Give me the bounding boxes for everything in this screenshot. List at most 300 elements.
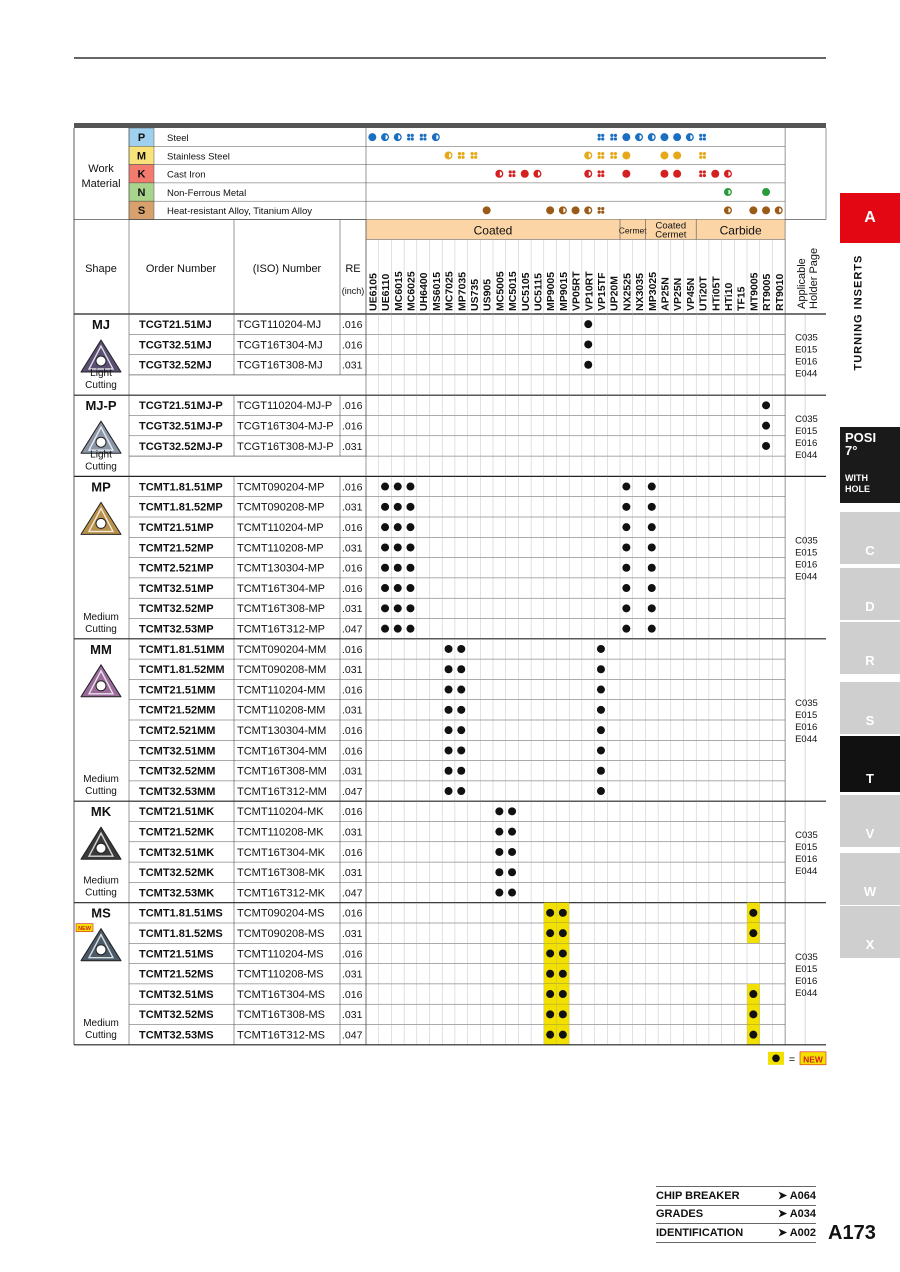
grade-symbol-cross bbox=[601, 170, 604, 173]
grade-symbol-half bbox=[724, 188, 732, 196]
grade-name: VP25N bbox=[672, 277, 685, 311]
iso-number: TCMT16T312-MS bbox=[237, 1029, 326, 1042]
availability-dot bbox=[406, 503, 414, 511]
grade-symbol-half bbox=[559, 206, 567, 214]
with-label: WITH bbox=[845, 473, 868, 483]
re-value: .016 bbox=[342, 522, 363, 534]
header-order-number: Order Number bbox=[145, 263, 217, 275]
header-re: RE bbox=[345, 263, 361, 275]
availability-dot-new bbox=[749, 909, 757, 917]
grade-symbol-cross bbox=[420, 134, 423, 137]
grade-name: MP3025 bbox=[646, 271, 659, 311]
grade-name: UC5115 bbox=[532, 273, 545, 311]
availability-dot bbox=[495, 868, 503, 876]
order-number: TCMT1.81.52MS bbox=[139, 928, 223, 940]
re-value: .047 bbox=[342, 623, 363, 636]
grade-group-coated: Coated bbox=[473, 223, 513, 238]
order-number: TCMT21.51MM bbox=[139, 684, 216, 697]
grade-symbol-full bbox=[749, 206, 757, 214]
nav-tab-r[interactable] bbox=[840, 622, 900, 674]
footer-link-grades[interactable] bbox=[656, 1205, 816, 1224]
re-value: .016 bbox=[342, 806, 363, 819]
re-value: .031 bbox=[342, 664, 363, 677]
shape-name: MK bbox=[90, 804, 112, 820]
grade-symbol-cross bbox=[610, 137, 613, 140]
grade-symbol-cross bbox=[512, 174, 515, 177]
holder-page: C035 bbox=[795, 535, 818, 547]
order-number: TCMT32.53MP bbox=[139, 623, 214, 636]
grade-symbol-cross bbox=[601, 211, 604, 214]
order-number: TCGT32.52MJ bbox=[139, 359, 212, 372]
availability-dot bbox=[394, 604, 402, 612]
re-value: .016 bbox=[342, 725, 363, 737]
grade-name: UP20M bbox=[608, 275, 621, 311]
availability-dot bbox=[597, 726, 605, 734]
grade-name: MP7035 bbox=[456, 271, 469, 311]
order-number: TCMT21.52MM bbox=[139, 704, 216, 717]
holder-page: E044 bbox=[795, 571, 818, 583]
grade-name: VP05RT bbox=[570, 271, 583, 311]
order-number: TCMT1.81.52MM bbox=[139, 664, 225, 677]
availability-dot-new bbox=[546, 990, 554, 998]
availability-dot bbox=[508, 889, 516, 897]
insert-icon-hole bbox=[96, 356, 106, 366]
cutting-label: Cutting bbox=[85, 623, 117, 635]
grade-symbol-cross bbox=[699, 170, 702, 173]
grade-symbol-cross bbox=[614, 134, 617, 137]
iso-number: TCMT110208-MK bbox=[237, 826, 324, 839]
grade-symbol-full bbox=[368, 133, 376, 141]
availability-dot bbox=[495, 889, 503, 897]
re-value: .047 bbox=[342, 1029, 363, 1042]
iso-number: TCMT110208-MM bbox=[237, 704, 326, 717]
availability-dot bbox=[495, 807, 503, 815]
order-number: TCMT32.53MK bbox=[139, 887, 215, 900]
grade-symbol-cross bbox=[703, 152, 706, 155]
re-value: .016 bbox=[342, 907, 363, 920]
grade-symbol-cross bbox=[474, 156, 477, 159]
nav-tab-label: C bbox=[865, 543, 875, 558]
holder-page: E016 bbox=[795, 437, 818, 449]
grade-symbol-cross bbox=[407, 137, 410, 140]
availability-dot bbox=[394, 523, 402, 531]
work-material-label: Work bbox=[88, 163, 114, 175]
holder-page: E044 bbox=[795, 449, 818, 461]
iso-number: TCMT16T308-MS bbox=[237, 1009, 326, 1022]
re-value: .016 bbox=[342, 481, 363, 494]
iso-number: TCMT110208-MS bbox=[237, 968, 324, 981]
new-badge-text: NEW bbox=[78, 926, 91, 933]
order-number: TCMT1.81.52MP bbox=[139, 501, 223, 514]
holder-page: E016 bbox=[795, 975, 818, 987]
availability-dot bbox=[381, 584, 389, 592]
grade-name: MC6015 bbox=[392, 271, 405, 311]
grade-name: UTi20T bbox=[697, 276, 710, 311]
holder-page: E044 bbox=[795, 734, 818, 745]
grade-symbol-cross bbox=[598, 137, 601, 140]
re-value: .016 bbox=[342, 319, 363, 331]
availability-dot bbox=[394, 543, 402, 551]
iso-number: TCMT16T308-MM bbox=[237, 765, 327, 778]
availability-dot bbox=[762, 422, 770, 430]
iso-number: TCMT16T308-MK bbox=[237, 867, 326, 880]
iso-number: TCMT090204-MM bbox=[237, 643, 327, 656]
grade-symbol-cross bbox=[703, 156, 706, 159]
grade-symbol-cross bbox=[461, 152, 464, 155]
availability-dot bbox=[622, 584, 630, 592]
order-number: TCMT32.51MS bbox=[139, 988, 214, 1001]
grade-name: VP10RT bbox=[583, 271, 596, 311]
availability-dot bbox=[457, 665, 465, 673]
grade-symbol-half bbox=[533, 170, 541, 178]
grade-symbol-cross bbox=[614, 152, 617, 155]
order-number: TCMT1.81.51MS bbox=[139, 907, 223, 920]
arrow-icon: ➤ bbox=[777, 1227, 790, 1239]
availability-dot bbox=[406, 543, 414, 551]
grade-group-cermet: Cermet bbox=[618, 225, 647, 236]
holder-page: E015 bbox=[795, 841, 818, 853]
grade-name: VP45N bbox=[684, 277, 697, 311]
re-value: .031 bbox=[342, 826, 363, 839]
page-number: A173 bbox=[828, 1222, 876, 1244]
nav-tab-s[interactable] bbox=[840, 682, 900, 734]
legend-equals: = bbox=[788, 1053, 796, 1066]
footer-link-label: IDENTIFICATION bbox=[656, 1227, 744, 1239]
grade-symbol-cross bbox=[598, 170, 601, 173]
re-value: .031 bbox=[342, 765, 363, 778]
re-value: .016 bbox=[342, 562, 363, 575]
grade-name: MC5005 bbox=[494, 271, 507, 311]
availability-dot-new bbox=[546, 949, 554, 957]
availability-dot-new bbox=[546, 929, 554, 937]
legend-new-text: NEW bbox=[803, 1054, 823, 1065]
grade-symbol-cross bbox=[699, 137, 702, 140]
grade-symbol-cross bbox=[407, 134, 410, 137]
order-number: TCMT32.53MM bbox=[139, 785, 216, 798]
availability-dot bbox=[622, 523, 630, 531]
nav-tab-x[interactable] bbox=[840, 906, 900, 958]
re-value: .031 bbox=[342, 603, 363, 616]
availability-dot bbox=[622, 625, 630, 633]
cutting-label: Medium bbox=[83, 611, 119, 623]
grade-name: MP9015 bbox=[557, 271, 570, 311]
re-value: .016 bbox=[342, 400, 363, 413]
holder-page: C035 bbox=[795, 698, 818, 709]
order-number: TCMT2.521MP bbox=[139, 562, 214, 575]
grade-name: VP15TF bbox=[595, 272, 608, 311]
availability-dot bbox=[406, 483, 414, 491]
grade-group-coated-cermet: Cermet bbox=[655, 229, 687, 241]
order-number: TCMT32.52MK bbox=[139, 867, 215, 880]
iso-number: TCMT130304-MP bbox=[237, 562, 325, 575]
holder-page: E016 bbox=[795, 722, 818, 733]
shape-name: MJ bbox=[91, 317, 111, 332]
grade-symbol-full bbox=[762, 206, 770, 214]
insert-icon-hole bbox=[96, 518, 106, 528]
grade-symbol-half bbox=[635, 133, 643, 141]
iso-number: TCMT16T312-MK bbox=[237, 887, 326, 900]
angle-label: 7° bbox=[845, 443, 858, 458]
availability-dot-new bbox=[749, 1010, 757, 1018]
availability-dot bbox=[381, 564, 389, 572]
holder-page: C035 bbox=[795, 951, 818, 963]
availability-dot bbox=[394, 564, 402, 572]
order-number: TCGT21.51MJ-P bbox=[139, 400, 223, 413]
holder-page: E015 bbox=[795, 425, 818, 437]
order-number: TCMT32.53MS bbox=[139, 1029, 214, 1042]
iso-number: TCMT090208-MM bbox=[237, 664, 327, 677]
order-number: TCMT32.52MM bbox=[139, 765, 216, 778]
order-number: TCMT32.52MS bbox=[139, 1009, 214, 1022]
iso-number: TCGT16T308-MJ-P bbox=[237, 440, 334, 453]
grade-symbol-half bbox=[495, 170, 503, 178]
insert-icon-hole bbox=[96, 681, 106, 691]
grade-symbol-cross bbox=[598, 207, 601, 210]
shape-name: MJ-P bbox=[85, 398, 117, 414]
grade-symbol-full bbox=[673, 133, 681, 141]
order-number: TCGT32.51MJ-P bbox=[139, 420, 223, 433]
hole-label: HOLE bbox=[845, 484, 871, 494]
header-shape: Shape bbox=[85, 263, 117, 275]
iso-number: TCMT090208-MP bbox=[237, 501, 325, 514]
grade-symbol-cross bbox=[601, 152, 604, 155]
grade-symbol-half bbox=[584, 170, 592, 178]
re-value: .016 bbox=[342, 745, 363, 758]
cutting-label: Cutting bbox=[85, 1029, 117, 1041]
availability-dot bbox=[584, 361, 592, 369]
grade-symbol-cross bbox=[699, 152, 702, 155]
grade-name: MS6015 bbox=[430, 271, 443, 311]
grade-symbol-half bbox=[432, 133, 440, 141]
grade-symbol-cross bbox=[699, 156, 702, 159]
posi-tab[interactable] bbox=[840, 427, 900, 503]
header-holder-page: Holder Page bbox=[808, 247, 820, 309]
availability-dot bbox=[394, 503, 402, 511]
availability-dot bbox=[762, 442, 770, 450]
nav-tab-c[interactable] bbox=[840, 512, 900, 564]
grade-symbol-full bbox=[660, 170, 668, 178]
holder-page: E015 bbox=[795, 710, 818, 721]
order-number: TCMT21.51MP bbox=[139, 522, 214, 534]
availability-dot-new bbox=[559, 909, 567, 917]
iso-number: TCMT090204-MS bbox=[237, 907, 325, 920]
cutting-label: Light bbox=[90, 449, 112, 461]
grade-symbol-cross bbox=[601, 137, 604, 140]
grade-symbol-half bbox=[584, 151, 592, 159]
availability-dot bbox=[445, 706, 453, 714]
grade-name: UH6400 bbox=[418, 272, 431, 311]
availability-dot bbox=[445, 787, 453, 795]
cutting-label: Cutting bbox=[85, 887, 117, 899]
grade-name: TF15 bbox=[735, 286, 748, 311]
grade-name: MC6025 bbox=[405, 271, 418, 311]
material-code: K bbox=[137, 168, 146, 181]
iso-number: TCMT16T312-MM bbox=[237, 785, 327, 798]
grade-symbol-cross bbox=[610, 156, 613, 159]
grade-symbol-cross bbox=[699, 174, 702, 177]
re-value: .016 bbox=[342, 339, 363, 352]
grade-symbol-cross bbox=[598, 156, 601, 159]
holder-page: C035 bbox=[795, 332, 818, 344]
iso-number: TCMT130304-MM bbox=[237, 725, 327, 737]
material-name: Cast Iron bbox=[167, 169, 206, 181]
cutting-label: Cutting bbox=[85, 461, 117, 473]
shape-name: MP bbox=[91, 479, 111, 495]
availability-dot bbox=[445, 746, 453, 754]
footer-link-page: A034 bbox=[789, 1208, 816, 1220]
holder-page: C035 bbox=[795, 413, 818, 425]
availability-dot bbox=[762, 401, 770, 409]
availability-dot bbox=[622, 543, 630, 551]
availability-dot bbox=[597, 787, 605, 795]
iso-number: TCMT110204-MP bbox=[237, 522, 324, 534]
iso-number: TCMT110208-MP bbox=[237, 542, 324, 555]
grade-symbol-cross bbox=[471, 156, 474, 159]
re-value: .031 bbox=[342, 542, 363, 555]
re-value: .031 bbox=[342, 928, 363, 940]
cutting-label: Cutting bbox=[85, 786, 117, 798]
grade-symbol-full bbox=[622, 151, 630, 159]
availability-dot bbox=[406, 584, 414, 592]
grade-symbol-half bbox=[394, 133, 402, 141]
nav-tab-d[interactable] bbox=[840, 568, 900, 620]
iso-number: TCMT110204-MK bbox=[237, 806, 324, 819]
iso-number: TCMT090208-MS bbox=[237, 928, 325, 940]
availability-dot bbox=[597, 686, 605, 694]
section-tab-a[interactable] bbox=[840, 193, 900, 243]
grade-symbol-cross bbox=[614, 156, 617, 159]
grade-group-carbide: Carbide bbox=[719, 223, 762, 238]
grade-symbol-full bbox=[546, 206, 554, 214]
availability-dot bbox=[406, 604, 414, 612]
grade-name: HTi05T bbox=[710, 276, 723, 311]
availability-dot bbox=[394, 625, 402, 633]
availability-dot bbox=[622, 604, 630, 612]
nav-tab-t[interactable] bbox=[840, 736, 900, 792]
grade-symbol-cross bbox=[610, 152, 613, 155]
re-value: .031 bbox=[342, 501, 363, 514]
availability-dot bbox=[445, 665, 453, 673]
grade-symbol-half bbox=[775, 206, 783, 214]
availability-dot-new bbox=[559, 929, 567, 937]
iso-number: TCMT16T304-MM bbox=[237, 745, 327, 758]
availability-dot bbox=[394, 584, 402, 592]
grade-name: RT9010 bbox=[773, 273, 786, 311]
availability-dot-new bbox=[749, 1031, 757, 1039]
footer-link-chip-breaker[interactable] bbox=[656, 1186, 816, 1206]
grade-symbol-half bbox=[648, 133, 656, 141]
availability-dot-new bbox=[559, 1031, 567, 1039]
availability-dot-new bbox=[559, 1010, 567, 1018]
grade-symbol-cross bbox=[703, 170, 706, 173]
order-number: TCMT1.81.51MP bbox=[139, 481, 223, 494]
availability-dot bbox=[597, 665, 605, 673]
grade-symbol-cross bbox=[411, 137, 414, 140]
grade-name: UE6110 bbox=[380, 273, 393, 311]
grade-name: RT9005 bbox=[761, 273, 774, 311]
holder-page: E044 bbox=[795, 865, 818, 877]
grade-symbol-cross bbox=[601, 174, 604, 177]
availability-dot-new bbox=[546, 1031, 554, 1039]
availability-dot bbox=[648, 604, 656, 612]
holder-page: C035 bbox=[795, 829, 818, 841]
grade-name: NX2525 bbox=[621, 273, 634, 311]
grade-symbol-cross bbox=[601, 156, 604, 159]
availability-dot bbox=[508, 828, 516, 836]
nav-tab-label: T bbox=[866, 771, 874, 786]
availability-dot bbox=[457, 787, 465, 795]
re-value: .016 bbox=[342, 846, 363, 859]
grade-symbol-cross bbox=[420, 137, 423, 140]
availability-dot bbox=[597, 746, 605, 754]
availability-dot-new bbox=[559, 949, 567, 957]
order-number: TCMT32.51MP bbox=[139, 582, 214, 595]
availability-dot bbox=[648, 584, 656, 592]
footer-link-label: CHIP BREAKER bbox=[656, 1190, 740, 1202]
grade-name: AP25N bbox=[659, 277, 672, 311]
availability-dot bbox=[648, 503, 656, 511]
material-name: Non-Ferrous Metal bbox=[167, 187, 247, 199]
availability-dot bbox=[508, 848, 516, 856]
legend-dot bbox=[772, 1055, 780, 1063]
order-number: TCMT21.52MK bbox=[139, 826, 215, 839]
table-top-bar bbox=[74, 123, 826, 128]
re-value: .016 bbox=[342, 420, 363, 433]
iso-number: TCMT16T312-MP bbox=[237, 623, 326, 636]
availability-dot bbox=[445, 686, 453, 694]
material-code: S bbox=[137, 205, 146, 218]
nav-tab-v[interactable] bbox=[840, 795, 900, 847]
availability-dot bbox=[445, 767, 453, 775]
holder-page: E016 bbox=[795, 853, 818, 865]
iso-number: TCMT110204-MM bbox=[237, 684, 326, 697]
order-number: TCMT32.51MM bbox=[139, 745, 216, 758]
grade-symbol-cross bbox=[598, 152, 601, 155]
grade-symbol-full bbox=[622, 133, 630, 141]
iso-number: TCMT16T304-MK bbox=[237, 846, 326, 859]
insert-icon-hole bbox=[96, 945, 106, 955]
availability-dot bbox=[381, 483, 389, 491]
grade-symbol-full bbox=[660, 151, 668, 159]
nav-tab-w[interactable] bbox=[840, 853, 900, 905]
grade-name: HTi10 bbox=[722, 282, 735, 311]
footer-link-identification[interactable] bbox=[656, 1224, 816, 1243]
order-number: TCGT32.52MJ-P bbox=[139, 440, 223, 453]
availability-dot bbox=[597, 706, 605, 714]
re-value: .031 bbox=[342, 440, 363, 453]
grade-symbol-cross bbox=[703, 134, 706, 137]
insert-icon-hole bbox=[96, 843, 106, 853]
nav-tab-label: W bbox=[863, 884, 877, 899]
nav-tab-label: S bbox=[865, 713, 875, 728]
iso-number: TCMT090204-MP bbox=[237, 481, 325, 494]
nav-tab-label: V bbox=[865, 826, 875, 841]
header-re-unit: (inch) bbox=[341, 286, 365, 296]
availability-dot bbox=[622, 483, 630, 491]
availability-dot bbox=[394, 483, 402, 491]
section-title-text: TURNING INSERTS bbox=[852, 254, 865, 371]
iso-number: TCMT16T308-MP bbox=[237, 603, 326, 616]
availability-dot-new bbox=[749, 990, 757, 998]
grade-symbol-full bbox=[762, 188, 770, 196]
holder-page: E016 bbox=[795, 356, 818, 368]
availability-dot bbox=[584, 320, 592, 328]
grade-symbol-half bbox=[445, 151, 453, 159]
footer-link-label: GRADES bbox=[656, 1208, 704, 1220]
availability-dot bbox=[457, 746, 465, 754]
grade-symbol-cross bbox=[703, 137, 706, 140]
section-title bbox=[848, 250, 868, 375]
